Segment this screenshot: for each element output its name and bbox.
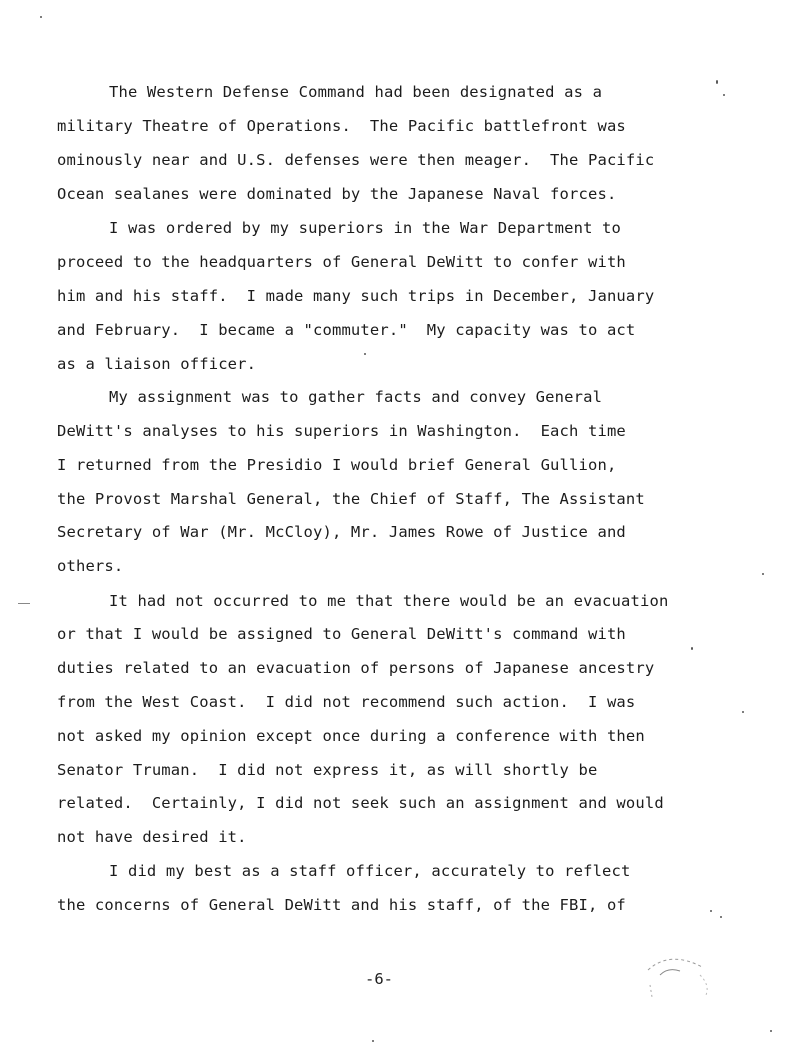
scan-speck (364, 353, 366, 355)
text-line: duties related to an evacuation of persons of Japanese ancestry (57, 659, 655, 677)
text-line: I was ordered by my superiors in the War Department to (109, 219, 622, 237)
text-line: and February. I became a "commuter." My capacity was to act (57, 321, 636, 339)
text-line: or that I would be assigned to General DeWitt's command with (57, 625, 626, 643)
text-line: I did my best as a staff officer, accurately to reflect (109, 862, 631, 880)
text-line: him and his staff. I made many such trips in December, January (57, 287, 655, 305)
scan-speck (742, 711, 744, 713)
scan-speck (720, 916, 722, 918)
text-line: related. Certainly, I did not seek such an assignment and would (57, 794, 664, 812)
text-line: Senator Truman. I did not express it, as will shortly be (57, 761, 598, 779)
scan-speck (710, 910, 712, 912)
text-line: The Western Defense Command had been designated as a (109, 83, 603, 101)
scan-speck (770, 1030, 772, 1032)
scan-speck (716, 80, 718, 84)
text-line: the Provost Marshal General, the Chief of Staff, The Assistant (57, 490, 645, 508)
scan-speck (723, 94, 725, 96)
text-line: I returned from the Presidio I would brief General Gullion, (57, 456, 617, 474)
faint-stamp-mark (640, 945, 720, 1005)
scan-mark (18, 603, 30, 604)
text-line: as a liaison officer. (57, 355, 257, 373)
text-line: Ocean sealanes were dominated by the Japanese Naval forces. (57, 185, 617, 203)
text-line: Secretary of War (Mr. McCloy), Mr. James Rowe of Justice and (57, 523, 626, 541)
text-line: military Theatre of Operations. The Pacific battlefront was (57, 117, 626, 135)
text-line: not asked my opinion except once during a conference with then (57, 727, 645, 745)
scan-speck (762, 573, 764, 575)
text-line: the concerns of General DeWitt and his staff, of the FBI, of (57, 896, 626, 914)
text-line: It had not occurred to me that there would be an evacuation (109, 592, 669, 610)
text-line: DeWitt's analyses to his superiors in Washington. Each time (57, 422, 626, 440)
page-number: -6- (365, 970, 393, 988)
text-line: not have desired it. (57, 828, 247, 846)
scan-speck (372, 1040, 374, 1042)
text-line: others. (57, 557, 124, 575)
text-line: from the West Coast. I did not recommend such action. I was (57, 693, 636, 711)
text-line: proceed to the headquarters of General DeWitt to confer with (57, 253, 626, 271)
scan-speck (691, 647, 693, 650)
scan-speck (40, 16, 42, 18)
text-line: ominously near and U.S. defenses were then meager. The Pacific (57, 151, 655, 169)
text-line: My assignment was to gather facts and convey General (109, 388, 603, 406)
